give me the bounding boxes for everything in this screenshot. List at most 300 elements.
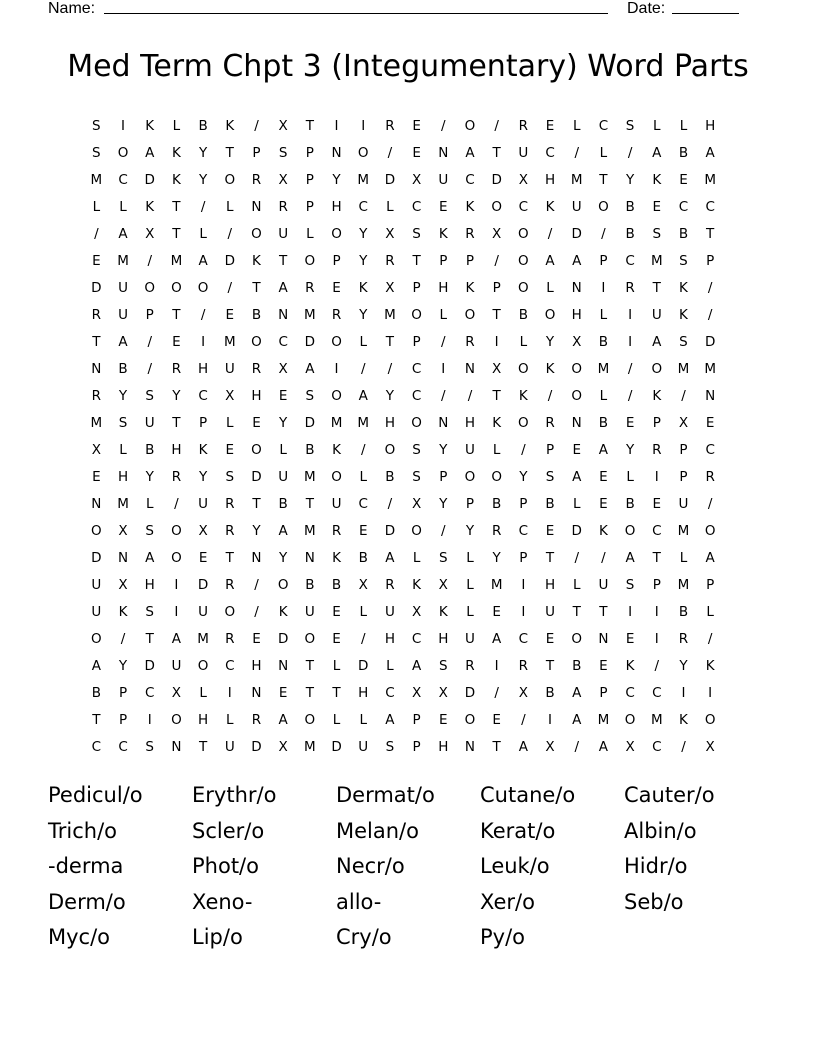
grid-letter: N bbox=[251, 550, 262, 566]
grid-letter: / bbox=[627, 388, 633, 404]
grid-letter: S bbox=[438, 658, 448, 674]
grid-letter: K bbox=[171, 172, 181, 188]
grid-letter: A bbox=[91, 658, 101, 674]
grid-letter: E bbox=[332, 631, 341, 647]
grid-letter: A bbox=[411, 658, 422, 674]
grid-letter: B bbox=[91, 685, 101, 701]
grid-letter: D bbox=[331, 739, 342, 755]
grid-letter: X bbox=[492, 361, 502, 377]
grid-letter: H bbox=[438, 280, 449, 296]
grid-letter: M bbox=[90, 415, 103, 431]
grid-letter: B bbox=[545, 685, 555, 701]
grid-letter: X bbox=[118, 577, 128, 593]
grid-letter: K bbox=[278, 604, 288, 620]
grid-letter: T bbox=[92, 712, 101, 728]
grid-letter: T bbox=[652, 280, 661, 296]
grid-letter: H bbox=[198, 361, 209, 377]
grid-letter: X bbox=[411, 604, 422, 620]
word-list-item: Erythr/o bbox=[192, 783, 277, 807]
grid-row bbox=[83, 410, 724, 437]
grid-letter: T bbox=[198, 739, 208, 755]
grid-letter: B bbox=[598, 415, 609, 431]
grid-letter: M bbox=[650, 253, 663, 269]
grid-letter: O bbox=[224, 604, 236, 620]
grid-letter: D bbox=[304, 334, 316, 350]
grid-letter: R bbox=[305, 280, 315, 296]
grid-letter: Y bbox=[279, 550, 288, 566]
grid-letter: K bbox=[465, 280, 475, 296]
grid-letter: K bbox=[118, 604, 128, 620]
grid-letter: S bbox=[118, 415, 128, 431]
grid-row bbox=[83, 518, 724, 545]
grid-letter: M bbox=[117, 496, 129, 512]
grid-letter: L bbox=[359, 604, 367, 620]
grid-letter: L bbox=[466, 550, 474, 566]
grid-letter: L bbox=[359, 334, 367, 350]
grid-letter: C bbox=[198, 388, 208, 404]
grid-letter: M bbox=[677, 361, 690, 377]
grid-letter: T bbox=[599, 172, 608, 188]
grid-letter: C bbox=[545, 145, 555, 161]
grid-letter: U bbox=[598, 577, 609, 593]
grid-letter: M bbox=[597, 361, 610, 377]
grid-letter: N bbox=[464, 739, 476, 755]
grid-letter: T bbox=[172, 415, 181, 431]
grid-letter: / bbox=[360, 361, 366, 377]
grid-letter: T bbox=[305, 496, 314, 512]
grid-letter: Y bbox=[198, 145, 208, 161]
grid-letter: E bbox=[278, 388, 288, 404]
grid-letter: / bbox=[494, 253, 499, 269]
grid-letter: O bbox=[464, 712, 476, 728]
word-list-item: Xeno- bbox=[192, 889, 253, 914]
word-list-item: Phot/o bbox=[192, 854, 259, 878]
word-list bbox=[48, 778, 768, 956]
grid-letter: L bbox=[492, 442, 501, 458]
grid-letter: B bbox=[678, 226, 689, 242]
grid-letter: X bbox=[225, 388, 235, 404]
grid-letter: S bbox=[545, 469, 555, 485]
grid-letter: R bbox=[705, 469, 715, 485]
grid-letter: R bbox=[278, 199, 288, 215]
grid-letter: / bbox=[707, 496, 713, 512]
grid-letter: P bbox=[706, 577, 715, 593]
grid-letter: X bbox=[518, 172, 528, 188]
grid-letter: T bbox=[172, 226, 181, 242]
grid-letter: T bbox=[545, 550, 555, 566]
grid-letter: / bbox=[521, 442, 526, 458]
grid-letter: Y bbox=[439, 442, 448, 458]
grid-letter: U bbox=[304, 604, 315, 620]
grid-letter: R bbox=[225, 631, 235, 647]
grid-letter: Y bbox=[252, 523, 261, 539]
grid-row bbox=[83, 707, 724, 734]
grid-letter: A bbox=[145, 550, 155, 566]
grid-row bbox=[83, 653, 724, 680]
grid-letter: E bbox=[332, 604, 341, 620]
grid-letter: S bbox=[652, 226, 662, 242]
grid-letter: D bbox=[144, 172, 155, 188]
word-list-item: Melan/o bbox=[336, 818, 419, 843]
grid-letter: O bbox=[491, 469, 502, 485]
grid-letter: E bbox=[252, 631, 261, 647]
grid-letter: / bbox=[627, 361, 633, 377]
grid-letter: U bbox=[518, 145, 529, 161]
word-list-item: Hidr/o bbox=[624, 854, 688, 878]
grid-letter: I bbox=[174, 604, 179, 620]
grid-letter: T bbox=[385, 334, 395, 350]
grid-letter: / bbox=[547, 226, 553, 242]
grid-letter: I bbox=[147, 712, 152, 728]
grid-letter: X bbox=[278, 739, 288, 755]
grid-letter: K bbox=[679, 307, 688, 323]
grid-letter: / bbox=[441, 334, 446, 350]
grid-letter: D bbox=[384, 172, 396, 188]
word-list-item: Trich/o bbox=[48, 818, 117, 843]
grid-letter: T bbox=[225, 145, 234, 161]
grid-letter: P bbox=[118, 712, 128, 728]
word-search-grid bbox=[83, 113, 724, 761]
grid-letter: / bbox=[387, 361, 393, 377]
grid-letter: C bbox=[411, 631, 422, 647]
grid-letter: Y bbox=[198, 469, 208, 485]
grid-letter: L bbox=[332, 658, 341, 674]
grid-letter: C bbox=[678, 199, 689, 215]
grid-letter: B bbox=[598, 334, 609, 350]
grid-letter: K bbox=[438, 226, 448, 242]
grid-letter: C bbox=[598, 118, 609, 134]
grid-letter: H bbox=[358, 685, 369, 701]
grid-letter: L bbox=[572, 496, 581, 512]
grid-letter: T bbox=[652, 550, 661, 566]
word-list-item: Kerat/o bbox=[480, 818, 556, 843]
grid-letter: C bbox=[705, 442, 715, 458]
grid-letter: P bbox=[332, 253, 341, 269]
grid-row bbox=[83, 329, 724, 356]
grid-letter: C bbox=[652, 739, 662, 755]
grid-letter: N bbox=[251, 685, 262, 701]
grid-letter: Y bbox=[359, 307, 368, 323]
grid-letter: S bbox=[625, 118, 635, 134]
grid-letter: I bbox=[521, 604, 526, 620]
grid-letter: / bbox=[601, 550, 606, 566]
grid-letter: O bbox=[491, 199, 502, 215]
grid-letter: D bbox=[358, 658, 369, 674]
grid-letter: / bbox=[254, 577, 259, 593]
grid-letter: B bbox=[145, 442, 155, 458]
grid-letter: Y bbox=[145, 469, 154, 485]
grid-letter: P bbox=[439, 469, 448, 485]
grid-letter: T bbox=[706, 226, 715, 242]
grid-letter: X bbox=[705, 739, 715, 755]
grid-letter: X bbox=[278, 172, 288, 188]
grid-letter: R bbox=[91, 388, 102, 404]
grid-letter: H bbox=[117, 469, 129, 485]
grid-letter: P bbox=[599, 685, 608, 701]
grid-letter: / bbox=[254, 604, 259, 620]
grid-letter: A bbox=[572, 469, 582, 485]
grid-letter: K bbox=[145, 118, 155, 134]
grid-letter: I bbox=[121, 118, 126, 134]
grid-letter: O bbox=[411, 415, 422, 431]
grid-letter: U bbox=[224, 739, 235, 755]
grid-row bbox=[83, 545, 724, 572]
grid-letter: X bbox=[385, 280, 395, 296]
grid-letter: / bbox=[494, 118, 499, 134]
grid-letter: L bbox=[386, 199, 394, 215]
grid-letter: M bbox=[704, 361, 716, 377]
grid-letter: U bbox=[198, 496, 209, 512]
grid-letter: / bbox=[654, 658, 660, 674]
word-list-item: Lip/o bbox=[192, 925, 243, 949]
grid-letter: L bbox=[599, 307, 608, 323]
grid-letter: A bbox=[652, 334, 662, 350]
grid-letter: Y bbox=[519, 469, 528, 485]
grid-letter: / bbox=[147, 361, 152, 377]
grid-letter: M bbox=[677, 577, 690, 593]
grid-letter: N bbox=[91, 496, 102, 512]
grid-letter: R bbox=[625, 280, 635, 296]
grid-letter: I bbox=[628, 307, 633, 323]
grid-letter: L bbox=[546, 280, 554, 296]
grid-letter: Y bbox=[439, 496, 448, 512]
grid-letter: I bbox=[201, 334, 206, 350]
grid-letter: / bbox=[441, 118, 446, 134]
grid-letter: O bbox=[144, 280, 156, 296]
grid-letter: A bbox=[598, 739, 609, 755]
grid-letter: B bbox=[305, 577, 315, 593]
grid-letter: K bbox=[545, 199, 555, 215]
grid-letter: R bbox=[491, 523, 502, 539]
grid-row bbox=[83, 140, 724, 167]
grid-letter: N bbox=[571, 280, 582, 296]
grid-letter: R bbox=[465, 334, 475, 350]
grid-letter: M bbox=[677, 523, 690, 539]
grid-letter: H bbox=[464, 415, 476, 431]
grid-letter: K bbox=[545, 361, 555, 377]
grid-letter: O bbox=[518, 415, 529, 431]
word-list-item: Necr/o bbox=[336, 854, 405, 878]
grid-letter: H bbox=[331, 199, 342, 215]
grid-letter: Y bbox=[625, 172, 635, 188]
word-list-item: Xer/o bbox=[480, 889, 535, 914]
grid-letter: P bbox=[652, 577, 661, 593]
grid-row bbox=[83, 599, 724, 626]
date-blank-line bbox=[672, 13, 739, 14]
grid-letter: P bbox=[679, 442, 688, 458]
grid-letter: M bbox=[357, 415, 370, 431]
grid-letter: M bbox=[330, 415, 343, 431]
grid-letter: N bbox=[278, 307, 289, 323]
grid-letter: D bbox=[491, 172, 502, 188]
grid-letter: P bbox=[305, 199, 314, 215]
grid-letter: C bbox=[411, 388, 422, 404]
grid-letter: O bbox=[171, 550, 182, 566]
grid-letter: I bbox=[227, 685, 232, 701]
grid-letter: H bbox=[144, 577, 155, 593]
grid-letter: C bbox=[465, 172, 475, 188]
grid-letter: N bbox=[171, 739, 182, 755]
grid-letter: C bbox=[625, 685, 635, 701]
grid-letter: X bbox=[518, 685, 528, 701]
grid-letter: A bbox=[278, 523, 288, 539]
grid-letter: B bbox=[678, 145, 689, 161]
grid-letter: Y bbox=[359, 226, 368, 242]
grid-letter: / bbox=[574, 550, 579, 566]
grid-letter: B bbox=[385, 469, 395, 485]
grid-letter: / bbox=[360, 442, 366, 458]
grid-letter: A bbox=[278, 712, 288, 728]
grid-letter: K bbox=[492, 415, 502, 431]
grid-letter: P bbox=[412, 712, 421, 728]
grid-letter: X bbox=[171, 685, 182, 701]
grid-letter: K bbox=[438, 604, 448, 620]
grid-letter: L bbox=[199, 685, 207, 701]
grid-letter: U bbox=[438, 172, 449, 188]
grid-letter: B bbox=[278, 496, 288, 512]
grid-letter: H bbox=[705, 118, 716, 134]
grid-row bbox=[83, 221, 724, 248]
grid-letter: Y bbox=[279, 415, 288, 431]
worksheet-header bbox=[48, 0, 748, 18]
grid-letter: X bbox=[411, 685, 422, 701]
grid-row bbox=[83, 572, 724, 599]
grid-letter: L bbox=[119, 442, 127, 458]
grid-letter: X bbox=[411, 172, 422, 188]
grid-letter: A bbox=[545, 253, 555, 269]
grid-letter: / bbox=[227, 226, 233, 242]
grid-letter: I bbox=[654, 604, 659, 620]
grid-letter: D bbox=[571, 226, 582, 242]
grid-letter: D bbox=[277, 631, 289, 647]
grid-letter: X bbox=[385, 226, 395, 242]
grid-letter: I bbox=[361, 118, 366, 134]
grid-letter: A bbox=[305, 361, 315, 377]
grid-letter: C bbox=[91, 739, 102, 755]
grid-letter: D bbox=[91, 550, 102, 566]
grid-letter: X bbox=[118, 523, 128, 539]
grid-letter: P bbox=[465, 496, 475, 512]
grid-letter: / bbox=[387, 496, 393, 512]
grid-letter: P bbox=[439, 253, 448, 269]
grid-letter: T bbox=[492, 307, 501, 323]
grid-letter: K bbox=[679, 280, 688, 296]
grid-letter: E bbox=[332, 280, 341, 296]
grid-letter: I bbox=[521, 577, 526, 593]
grid-letter: T bbox=[225, 550, 234, 566]
grid-letter: X bbox=[625, 739, 635, 755]
grid-letter: A bbox=[492, 631, 502, 647]
grid-letter: A bbox=[705, 145, 715, 161]
grid-letter: T bbox=[492, 145, 501, 161]
grid-letter: I bbox=[548, 712, 553, 728]
grid-letter: I bbox=[494, 334, 499, 350]
grid-letter: X bbox=[492, 226, 502, 242]
grid-letter: X bbox=[278, 361, 288, 377]
grid-letter: I bbox=[628, 334, 633, 350]
grid-letter: E bbox=[172, 334, 181, 350]
grid-letter: E bbox=[358, 523, 368, 539]
grid-letter: H bbox=[544, 172, 556, 188]
grid-letter: S bbox=[412, 469, 421, 485]
grid-letter: M bbox=[384, 307, 396, 323]
grid-letter: / bbox=[707, 280, 713, 296]
grid-row bbox=[83, 194, 724, 221]
grid-letter: E bbox=[492, 712, 501, 728]
grid-letter: R bbox=[465, 658, 475, 674]
grid-letter: L bbox=[359, 712, 367, 728]
grid-letter: X bbox=[545, 739, 555, 755]
grid-letter: R bbox=[171, 469, 182, 485]
grid-letter: O bbox=[91, 523, 102, 539]
grid-letter: T bbox=[305, 685, 314, 701]
grid-letter: L bbox=[119, 199, 127, 215]
grid-letter: P bbox=[545, 442, 555, 458]
grid-letter: S bbox=[625, 577, 635, 593]
name-label: Name: bbox=[48, 0, 96, 17]
grid-letter: E bbox=[572, 442, 581, 458]
grid-letter: L bbox=[386, 658, 394, 674]
grid-letter: E bbox=[492, 604, 501, 620]
grid-letter: O bbox=[464, 118, 476, 134]
grid-letter: B bbox=[251, 307, 262, 323]
grid-letter: B bbox=[358, 550, 368, 566]
word-list-item: Cry/o bbox=[336, 925, 392, 949]
grid-letter: / bbox=[574, 145, 579, 161]
grid-letter: M bbox=[490, 577, 503, 593]
grid-letter: X bbox=[198, 523, 208, 539]
grid-letter: E bbox=[545, 523, 555, 539]
grid-letter: X bbox=[145, 226, 155, 242]
grid-letter: O bbox=[224, 172, 236, 188]
grid-letter: K bbox=[198, 442, 208, 458]
grid-letter: R bbox=[225, 577, 235, 593]
grid-letter: D bbox=[571, 523, 582, 539]
grid-letter: U bbox=[224, 361, 235, 377]
grid-letter: B bbox=[198, 118, 208, 134]
grid-letter: O bbox=[331, 334, 342, 350]
grid-letter: N bbox=[117, 550, 129, 566]
grid-row bbox=[83, 734, 724, 761]
word-list-item: Py/o bbox=[480, 925, 526, 949]
grid-letter: O bbox=[331, 226, 342, 242]
word-list-item: Albin/o bbox=[624, 818, 697, 843]
grid-letter: K bbox=[225, 118, 235, 134]
grid-letter: O bbox=[384, 442, 396, 458]
grid-row bbox=[83, 167, 724, 194]
word-list-item: Derm/o bbox=[48, 889, 126, 914]
grid-letter: / bbox=[200, 199, 206, 215]
grid-letter: B bbox=[625, 496, 635, 512]
grid-letter: O bbox=[277, 577, 289, 593]
grid-letter: R bbox=[171, 361, 182, 377]
grid-letter: E bbox=[412, 145, 421, 161]
grid-letter: I bbox=[654, 469, 659, 485]
grid-letter: O bbox=[598, 199, 609, 215]
grid-letter: K bbox=[465, 199, 475, 215]
grid-letter: / bbox=[120, 631, 126, 647]
grid-letter: S bbox=[145, 523, 154, 539]
grid-letter: E bbox=[652, 496, 662, 512]
grid-letter: R bbox=[225, 523, 235, 539]
grid-letter: X bbox=[572, 334, 582, 350]
grid-letter: O bbox=[571, 361, 583, 377]
grid-letter: Y bbox=[198, 172, 208, 188]
grid-letter: S bbox=[679, 334, 688, 350]
grid-letter: M bbox=[197, 631, 209, 647]
grid-letter: / bbox=[441, 388, 446, 404]
grid-letter: B bbox=[678, 604, 689, 620]
